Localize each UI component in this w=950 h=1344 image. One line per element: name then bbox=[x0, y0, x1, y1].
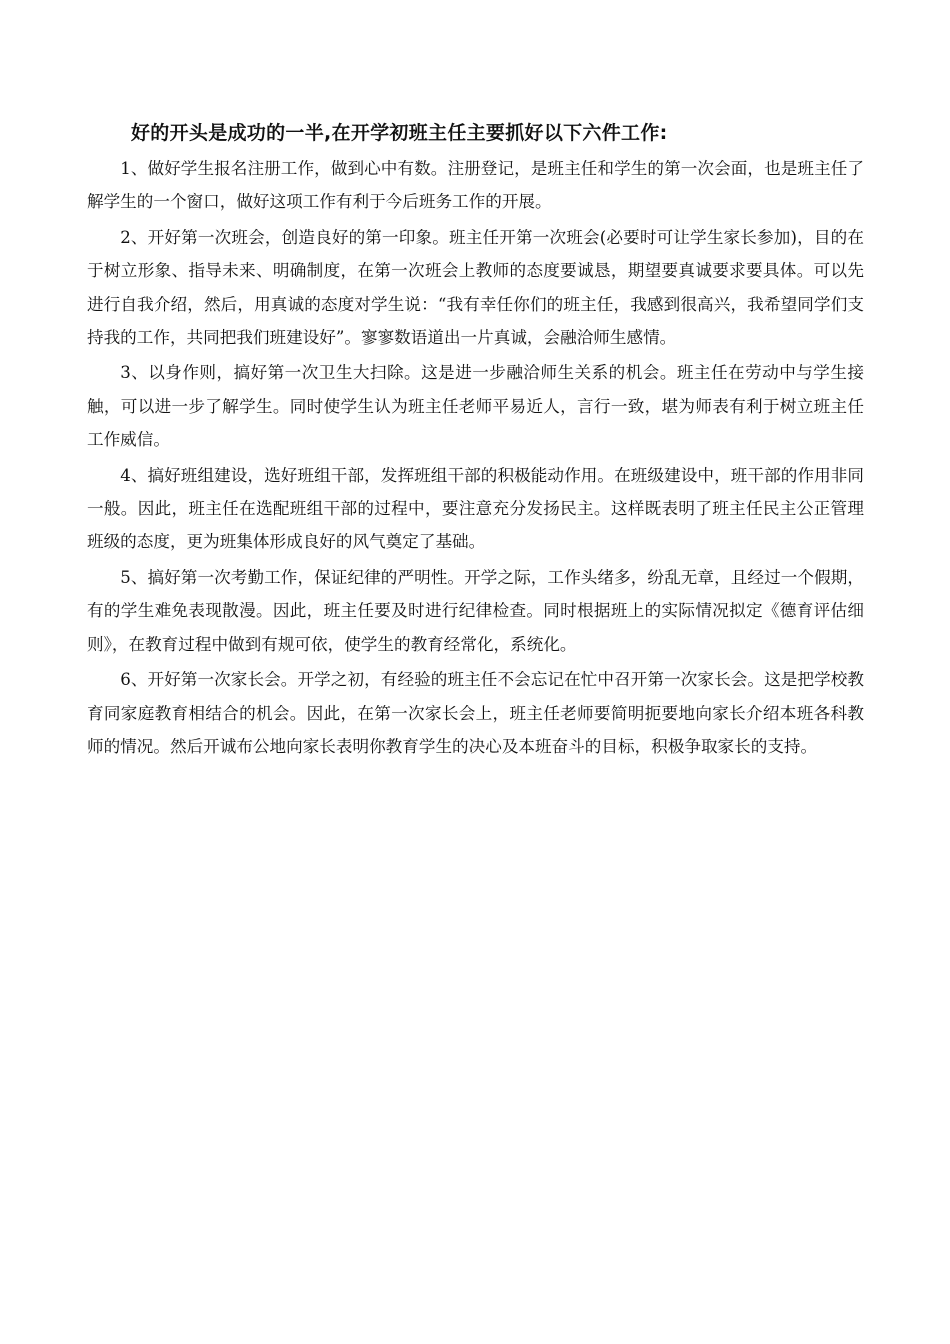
paragraph-4: 4、搞好班组建设，选好班组干部，发挥班组干部的积极能动作用。在班级建设中，班干部的作用非同一般。因此，班主任在选配班组干部的过程中，要注意充分发扬民主。这样既表明了班主任民主公正管理班级的态度，更为班集体形成良好的风气奠定了基础。 bbox=[87, 465, 864, 552]
document-title: 好的开头是成功的一半,在开学初班主任主要抓好以下六件工作: bbox=[131, 122, 668, 144]
paragraph-1: 1、做好学生报名注册工作，做到心中有数。注册登记，是班主任和学生的第一次会面，也是班主任了解学生的一个窗口，做好这项工作有利于今后班务工作的开展。 bbox=[87, 159, 864, 212]
document-page bbox=[87, 118, 864, 765]
paragraph-6: 6、开好第一次家长会。开学之初，有经验的班主任不会忘记在忙中召开第一次家长会。这是把学校教育同家庭教育相结合的机会。因此，在第一次家长会上，班主任老师要简明扼要地向家长介绍本班各科教师的情况。然后开诚布公地向家长表明你教育学生的决心及本班奋斗的目标，积极争取家长的支持。 bbox=[87, 670, 864, 756]
paragraph-5: 5、搞好第一次考勤工作，保证纪律的严明性。开学之际，工作头绪多，纷乱无章，且经过一个假期，有的学生难免表现散漫。因此，班主任要及时进行纪律检查。同时根据班上的实际情况拟定《德育评估细则》，在教育过程中做到有规可依，使学生的教育经常化，系统化。 bbox=[87, 567, 864, 654]
paragraph-2: 2、开好第一次班会，创造良好的第一印象。班主任开第一次班会(必要时可让学生家长参加)，目的在于树立形象、指导未来、明确制度，在第一次班会上教师的态度要诚恳，期望要真诚要求要具体。可以先进行自我介绍，然后，用真诚的态度对学生说：“我有幸任你们的班主任，我感到很高兴，我希望同学们支持我的工作，共同把我们班建设好”。寥寥数语道出一片真诚，会融洽师生感情。 bbox=[87, 227, 864, 348]
paragraph-3: 3、以身作则，搞好第一次卫生大扫除。这是进一步融洽师生关系的机会。班主任在劳动中与学生接触，可以进一步了解学生。同时使学生认为班主任老师平易近人，言行一致，堪为师表有利于树立班主任工作威信。 bbox=[87, 363, 864, 450]
